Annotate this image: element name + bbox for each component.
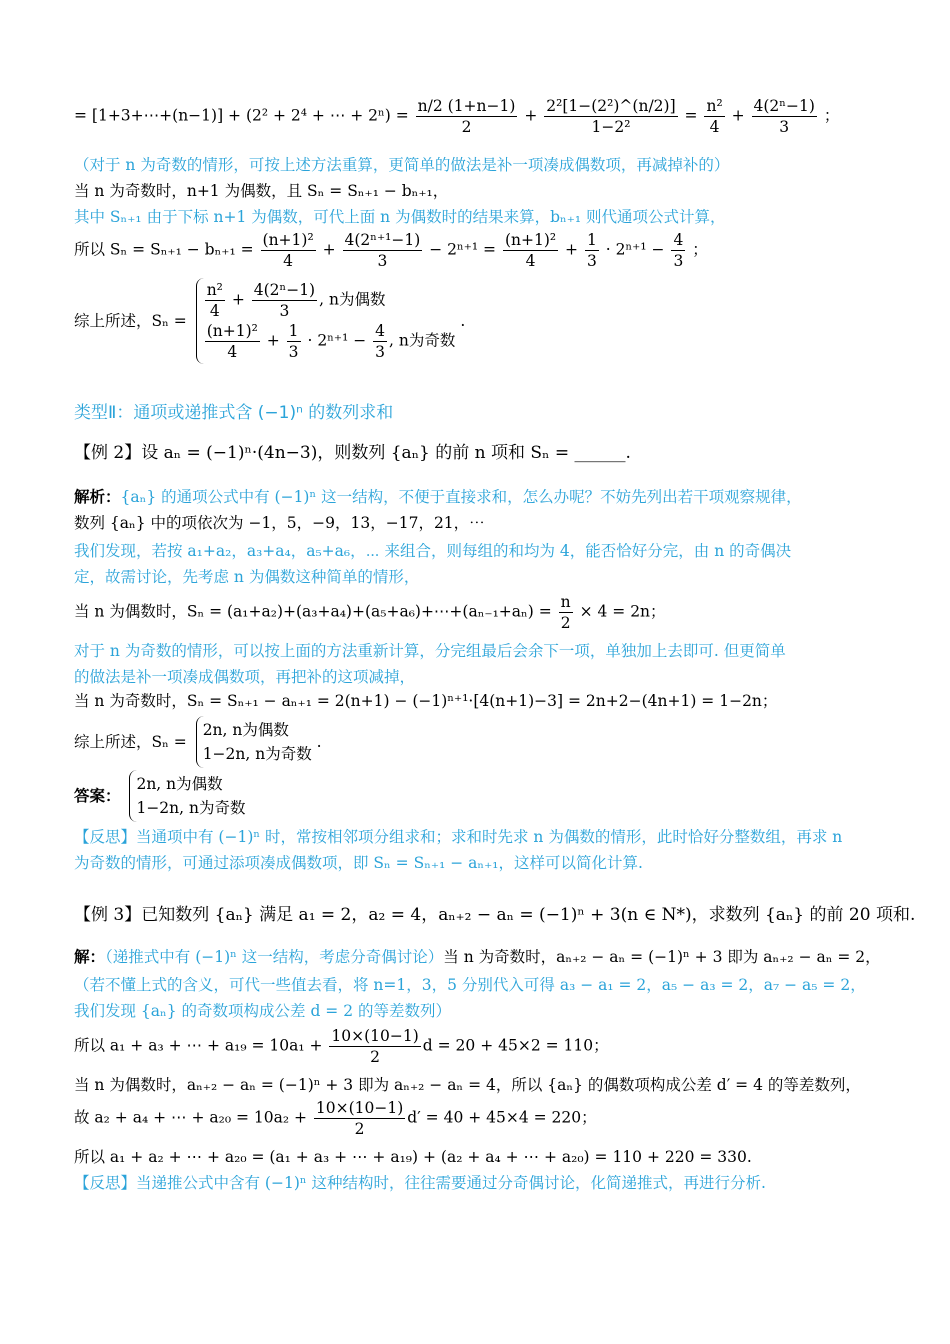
reflection-line: 【反思】当通项中有 (−1)ⁿ 时，常按相邻项分组求和；求和时先求 n 为偶数的情形，此时恰好分整数组，再求 n [74, 828, 843, 846]
even-line: 当 n 为偶数时，Sₙ = (a₁+a₂)+(a₃+a₄)+(a₅+a₆)+⋯+(aₙ₋₁+aₙ) = $\frac{n}{2}$ × 4 = 2n； [74, 593, 666, 632]
note-line: （若不懂上式的含义，可代一些值去看，将 n=1，3，5 分别代入可得 a₃ − a₁ = 2，a₅ − a₃ = 2，a₇ − a₅ = 2， [74, 976, 866, 994]
piecewise-brace: 2n, n为偶数 1−2n, n为奇数 [129, 770, 245, 822]
frac: $\frac{\text{(n+1)²}}{4}$ [504, 231, 557, 270]
frac: $\frac{4}{3}$ [673, 231, 684, 270]
summary-line: 综上所述，Sₙ = $\frac{\text{n²}}{4}$ + $\frac{\text{4(2ⁿ−1)}}{3}$ , n为偶数 $\frac{\text{(n+1)²}}{4}$ + $\frac{1}{3}$ · 2ⁿ⁺¹ − $\frac{4}{3}$ , n为奇数 . [74, 278, 890, 364]
jie-line: 解：（递推式中有 (−1)ⁿ 这一结构，考虑分奇偶讨论）当 n 为奇数时，aₙ₊₂ − aₙ = (−1)ⁿ + 3 即为 aₙ₊₂ − aₙ = 2， [74, 948, 881, 966]
note-line: 对于 n 为奇数的情形，可以按上面的方法重新计算，分完组最后会余下一项，单独加上去即可. 但更简单 [74, 642, 786, 660]
frac: $\frac{\text{(n+1)²}}{4}$ [262, 231, 314, 270]
note-line: 的做法是补一项凑成偶数项，再把补的这项减掉， [74, 668, 416, 686]
piecewise-brace [196, 278, 456, 364]
frac: $\frac{1}{3}$ [586, 231, 597, 270]
even-line: 当 n 为偶数时，aₙ₊₂ − aₙ = (−1)ⁿ + 3 即为 aₙ₊₂ − aₙ = 4，所以 {aₙ} 的偶数项构成公差 d′ = 4 的等差数列， [74, 1076, 861, 1094]
odd-case-line: 当 n 为奇数时，n+1 为偶数，且 Sₙ = Sₙ₊₁ − bₙ₊₁， [74, 182, 449, 200]
terms-line: 数列 {aₙ} 中的项依次为 −1，5，−9，13，−17，21，⋯ [74, 514, 485, 532]
frac: $\frac{\text{n²}}{4}$ [706, 97, 723, 136]
frac: $\frac{10\times(10-1)}{2}$ [315, 1099, 404, 1138]
even-sum-line: 故 a₂ + a₄ + ⋯ + a₂₀ = 10a₂ + $\frac{10\times(10-1)}{2}$ d′ = 40 + 45×4 = 220； [74, 1099, 597, 1138]
note-line: （对于 n 为奇数的情形，可按上述方法重算，更简单的做法是补一项凑成偶数项，再减掉补的） [74, 156, 730, 174]
note-line: 其中 Sₙ₊₁ 由于下标 n+1 为偶数，可代上面 n 为偶数时的结果来算，bₙ₊₁ 则代通项公式计算， [74, 208, 726, 226]
odd-sum-line: 所以 a₁ + a₃ + ⋯ + a₁₉ = 10a₁ + $\frac{10\times(10-1)}{2}$ d = 20 + 45×2 = 110； [74, 1027, 609, 1066]
frac: $\frac{n/2 (1+n-1)}{2}$ [417, 97, 516, 136]
example-2-question: 【例 2】设 aₙ = (−1)ⁿ·(4n−3)，则数列 {aₙ} 的前 n 项和 Sₙ = ______. [74, 443, 631, 463]
frac: $\frac{\text{4(2ⁿ⁺¹−1)}}{3}$ [344, 231, 421, 270]
so-line: 所以 Sₙ = Sₙ₊₁ − bₙ₊₁ = $\frac{\text{(n+1)²}}{4}$ + $\frac{\text{4(2ⁿ⁺¹−1)}}{3}$ − 2ⁿ⁺¹ = $\frac{\text{(n+1)²}}{4}$ + $\frac{1}{3}$ · 2ⁿ⁺¹ − $\frac{4}{3}$ ； [74, 231, 708, 270]
answer-line: 答案： 2n, n为偶数 1−2n, n为奇数 [74, 770, 890, 822]
frac: $\frac{\text{2²[1−(2²)\textasciicircum{}(n/2)]}}{\text{1−2²}}$ [546, 97, 676, 136]
case-row: $\frac{\text{(n+1)²}}{4}$ + $\frac{1}{3}$ · 2ⁿ⁺¹ − $\frac{4}{3}$ , n为奇数 [206, 322, 456, 361]
observe-line: 我们发现，若按 a₁+a₂，a₃+a₄，a₅+a₆，⋯ 来组合，则每组的和均为 4，能否恰好分完，由 n 的奇偶决 [74, 542, 792, 560]
piecewise-brace: 2n, n为偶数 1−2n, n为奇数 [196, 716, 312, 768]
summary-line: 综上所述，Sₙ = 2n, n为偶数 1−2n, n为奇数 . [74, 716, 890, 768]
note-line: 我们发现 {aₙ} 的奇数项构成公差 d = 2 的等差数列） [74, 1002, 452, 1020]
total-line: 所以 a₁ + a₂ + ⋯ + a₂₀ = (a₁ + a₃ + ⋯ + a₁₉) + (a₂ + a₄ + ⋯ + a₂₀) = 110 + 220 = 330. [74, 1148, 752, 1166]
jiexi-line: 解析：{aₙ} 的通项公式中有 (−1)ⁿ 这一结构，不便于直接求和，怎么办呢？不妨先列出若干项观察规律， [74, 488, 802, 506]
frac: $\frac{10\times(10-1)}{2}$ [331, 1027, 419, 1066]
example-3-question: 【例 3】已知数列 {aₙ} 满足 a₁ = 2，a₂ = 4，aₙ₊₂ − aₙ = (−1)ⁿ + 3(n ∈ N*)，求数列 {aₙ} 的前 20 项和. [74, 905, 916, 925]
reflection-line: 为奇数的情形，可通过添项凑成偶数项，即 Sₙ = Sₙ₊₁ − aₙ₊₁，这样可以简化计算. [74, 854, 643, 872]
eq1-line: = [1+3+⋯+(n−1)] + (2² + 2⁴ + ⋯ + 2ⁿ) = $\frac{n/2 (1+n-1)}{2}$ + $\frac{\text{2²[1−(2²)\textasciicircum{}(n/2)]}}{\text{1−2²}}$ = $\frac{\text{n²}}{4}$ + $\frac{\text{4(2ⁿ−1)}}{3}$ ； [74, 97, 840, 136]
frac: $\frac{n}{2}$ [560, 593, 571, 632]
case-row: $\frac{\text{n²}}{4}$ + $\frac{\text{4(2ⁿ−1)}}{3}$ , n为偶数 [206, 281, 386, 320]
section-title: 类型Ⅱ：通项或递推式含 (−1)ⁿ 的数列求和 [74, 403, 394, 423]
odd-line: 当 n 为奇数时，Sₙ = Sₙ₊₁ − aₙ₊₁ = 2(n+1) − (−1)ⁿ⁺¹·[4(n+1)−3] = 2n+2−(4n+1) = 1−2n； [74, 692, 778, 710]
frac: $\frac{\text{4(2ⁿ−1)}}{3}$ [753, 97, 815, 136]
reflection-line: 【反思】当递推公式中含有 (−1)ⁿ 这种结构时，往往需要通过分奇偶讨论，化简递推式，再进行分析. [74, 1174, 766, 1192]
observe-line: 定，故需讨论，先考虑 n 为偶数这种简单的情形， [74, 568, 420, 586]
